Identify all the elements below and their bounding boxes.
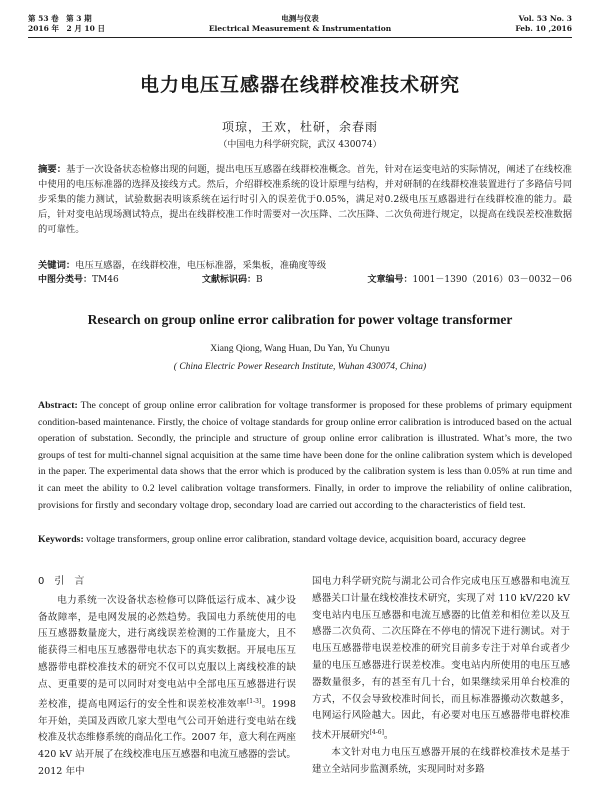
volume-issue: 第 53 卷 第 3 期 bbox=[28, 14, 92, 23]
intro-text-part2: 。1998 年开始，美国及西欧几家大型电气公司开始进行变电站在线校准及状态维修系统的商品化工作。2007 年，意大利在两座 420 kV 站开展了在线校准电压互感器和电流互感器的尝试。2012 年中 bbox=[38, 698, 297, 777]
intro-text-end: 。 bbox=[383, 730, 394, 742]
citation-ref-1: [1-3] bbox=[246, 697, 262, 705]
body-column-left bbox=[38, 574, 296, 781]
affiliation-cn: （中国电力科学研究院，武汉 430074） bbox=[218, 140, 382, 150]
keywords-cn-label: 关键词： bbox=[38, 260, 76, 271]
document-code-value: B bbox=[256, 275, 263, 285]
abstract-en bbox=[38, 398, 572, 514]
classification-value: TM46 bbox=[92, 275, 119, 285]
intro-text-part1: 电力系统一次设备状态检修可以降低运行成本、减少设备故障率，是电网发展的必然趋势。我国电力系统使用的电压互感器数量庞大，进行离线误差检测的工作量庞大，且不能获得三相电压互感器带电状态下的真实数据。开展电压互感器带电群校准技术的研究不仅可以克服以上离线校准的缺点、更重要的是可以同时对变电站中全部电压互感器进行误差校准，提高电网运行的安全性和误差校准效率 bbox=[38, 594, 296, 710]
intro-text-part3: 国电力科学研究院与湖北公司合作完成电压互感器和电流互感器关口计量在线校准技术研究，实现了对 110 kV/220 kV 变电站内电压互感器和电流互感器的比值差和相位差以及互感器二次负荷、二次压降在不停电的情况下进行测试。对于电压互感器带电误差校准的研究目前多专注于对单台或者少量的电压互感器进行误差校准。变电站内所使用的电压互感器数量很多，有的甚至有几十台，如果继续采用单台校准的方式，不仅会导致校准时间长，而且标准器搬动次数越多，电网运行风险越大。因此，有必要对电压互感器带电群校准技术开展研究 bbox=[312, 576, 570, 742]
abstract-cn-text: 基于一次设备状态检修出现的问题，提出电压互感器在线群校准概念。首先，针对在运变电站的实际情况，阐述了在线校准中使用的电压标准器的选择及接线方式。然后，介绍群校准系统的设计原理与结构，并对研制的在线群校准装置进行了多路信号同步采集的能力测试，试验数据表明该系统在运行时引入的误差优于0.05%，满足对0.2级电压互感器进行在线群校准的能力。最后，针对变电站现场测试特点，提出在线群校准工作时需要对一次压降、二次压降、二次负荷进行规定，以提高在线误差校准数据的可靠性。 bbox=[38, 164, 572, 235]
article-number bbox=[367, 274, 572, 287]
journal-name bbox=[28, 14, 572, 34]
paper-title-cn: 电力电压互感器在线群校准技术研究 bbox=[139, 74, 460, 96]
article-number-value: 1001－1390（2016）03－0032－06 bbox=[412, 275, 572, 285]
journal-name-cn: 电测与仪表 bbox=[281, 14, 319, 23]
abstract-en-label: Abstract: bbox=[38, 400, 78, 411]
keywords-en-label: Keywords: bbox=[38, 534, 84, 545]
intro-paragraph-1-continued bbox=[312, 574, 570, 745]
publish-date-cn: 2016 年 2 月 10 日 bbox=[28, 24, 105, 33]
citation-ref-2: [4-6] bbox=[369, 729, 384, 737]
classification-label: 中图分类号： bbox=[38, 275, 93, 285]
keywords-en bbox=[38, 532, 572, 548]
body-column-right bbox=[312, 574, 570, 779]
classification-number bbox=[38, 274, 119, 287]
document-code bbox=[202, 274, 263, 287]
paper-title-en: Research on group online error calibration for power voltage transformer bbox=[87, 312, 513, 327]
affiliation-en: ( China Electric Power Research Institute, Wuhan 430074, China) bbox=[173, 362, 427, 372]
keywords-en-text: voltage transformers, group online error calibration, standard voltage device, acquisition board, accuracy degree bbox=[83, 534, 526, 545]
header-divider bbox=[28, 37, 572, 38]
volume-issue-en: Vol. 53 No. 3 bbox=[518, 14, 572, 23]
intro-paragraph-1 bbox=[38, 593, 296, 781]
section-heading-introduction: 0 引 言 bbox=[38, 576, 85, 587]
publish-date-en: Feb. 10 ,2016 bbox=[515, 24, 572, 33]
keywords-cn bbox=[38, 259, 572, 272]
intro-paragraph-2: 本文针对电力电压互感器开展的在线群校准技术是基于建立全站同步监测系统，实现同时对多路 bbox=[312, 747, 570, 775]
keywords-cn-text: 电压互感器，在线群校准，电压标准器，采集板，准确度等级 bbox=[75, 260, 327, 271]
article-number-label: 文章编号： bbox=[367, 275, 413, 285]
document-code-label: 文献标识码： bbox=[202, 275, 257, 285]
authors-en: Xiang Qiong, Wang Huan, Du Yan, Yu Chunyu bbox=[210, 344, 390, 354]
abstract-cn-label: 摘要： bbox=[38, 164, 67, 175]
journal-volume-info-en bbox=[515, 14, 572, 34]
abstract-cn bbox=[38, 162, 572, 237]
journal-name-en: Electrical Measurement & Instrumentation bbox=[208, 24, 392, 33]
authors-cn: 项琼，王欢，杜研，余春雨 bbox=[221, 120, 378, 134]
abstract-en-text: The concept of group online error calibration for voltage transformer is proposed for these problems of primary equipment condition-based maintenance. Firstly, the choice of voltage standards for group online error calibration is introduced based on the actual operation of substation. Secondly, the principle and structure of group online error calibration is illustrated. What’s more, the two groups of test for multi-channel signal acquisition at the same time have been done for the online calibration system which is developed in the paper. The experimental data shows that the error which is produced by the calibration system is less than 0.05% at run time and it can meet the ability to 0.2 level calibration voltage transformers. Finally, in order to improve the reliability of online calibration, provisions for firstly and secondary voltage drop, secondary load are carried out according to the characteristics of field test. bbox=[38, 400, 572, 511]
